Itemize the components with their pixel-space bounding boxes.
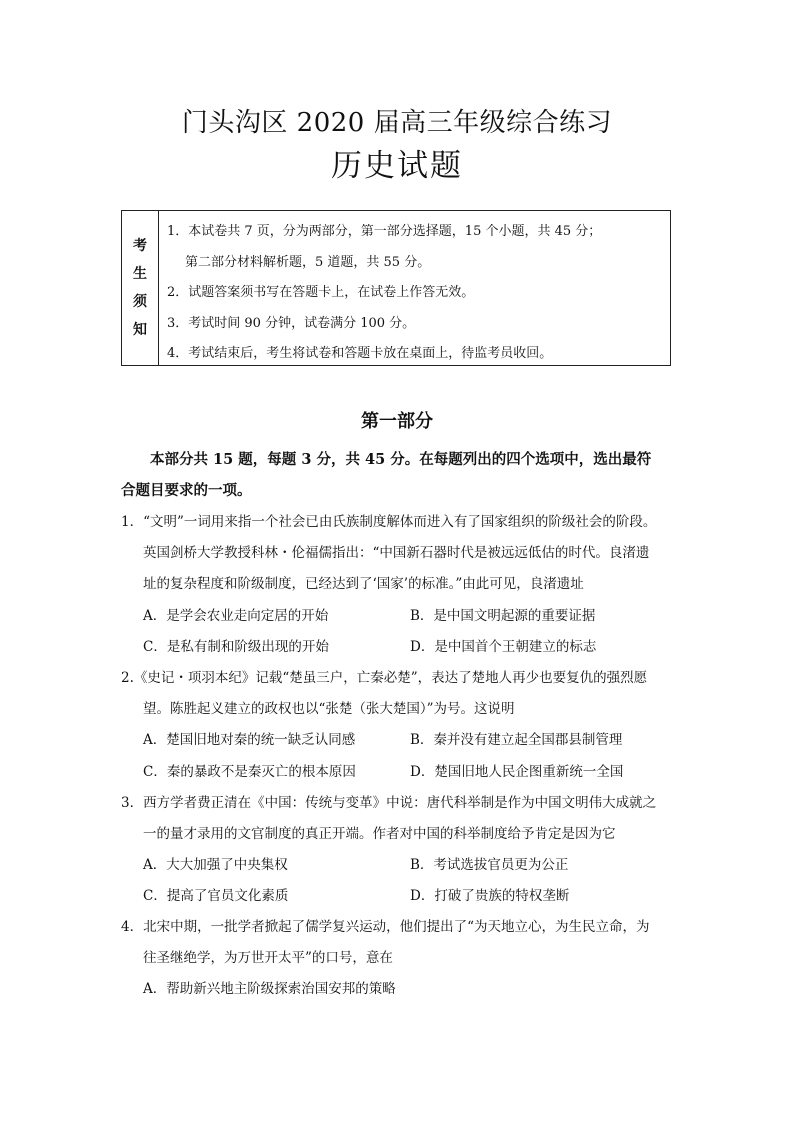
notice-label-char: 考: [133, 238, 147, 254]
question-2-option-b[interactable]: B．秦并没有建立起全国郡县制管理: [410, 732, 623, 748]
notice-item: 3．考试时间 90 分钟，试卷满分 100 分。: [167, 315, 416, 331]
question-2-option-d[interactable]: D．楚国旧地人民企图重新统一全国: [410, 764, 624, 780]
notice-label-char: 生: [133, 266, 147, 282]
section-instructions: [121, 444, 681, 506]
notice-item: 1．本试卷共 7 页，分为两部分，第一部分选择题，15 个小题，共 45 分；: [167, 224, 602, 239]
question-1-option-b[interactable]: B．是中国文明起源的重要证据: [410, 608, 596, 624]
question-1-option-a[interactable]: A．是学会农业走向定居的开始: [143, 608, 329, 624]
notice-item: 第二部分材料解析题，5 道题，共 55 分。: [185, 254, 431, 270]
question-3-stem: 一的量才录用的文官制度的真正开端。作者对中国的科举制度给予肯定是因为它: [143, 826, 616, 842]
notice-label-char: 须: [133, 294, 147, 310]
notice-label-char: 知: [133, 322, 147, 338]
question-3-option-c[interactable]: C．提高了官员文化素质: [143, 888, 289, 904]
notice-item: 2．试题答案须书写在答题卡上，在试卷上作答无效。: [167, 285, 475, 300]
question-3-option-b[interactable]: B．考试选拔官员更为公正: [410, 857, 569, 873]
section-heading: 第一部分: [361, 411, 433, 432]
subject-title: 历史试题: [331, 148, 463, 184]
question-1-option-c[interactable]: C．是私有制和阶级出现的开始: [143, 639, 329, 655]
notice-body: [159, 211, 670, 365]
question-2-option-a[interactable]: A．楚国旧地对秦的统一缺乏认同感: [143, 732, 356, 748]
notice-item: 4．考试结束后，考生将试卷和答题卡放在桌面上，待监考员收回。: [167, 346, 553, 361]
question-1-stem: 1．“文明”一词用来指一个社会已由氏族制度解体而进入有了国家组织的阶级社会的阶段。: [121, 514, 657, 530]
question-4-stem: 往圣继绝学，为万世开太平”的口号，意在: [143, 950, 393, 966]
question-3-stem: 3．西方学者费正清在《中国：传统与变革》中说：唐代科举制是作为中国文明伟大成就之: [121, 795, 657, 811]
exam-title: 门头沟区 2020 届高三年级综合练习: [181, 108, 613, 138]
question-3-option-a[interactable]: A．大大加强了中央集权: [143, 857, 288, 873]
question-2-stem: 2.《史记・项羽本纪》记载“楚虽三户，亡秦必楚”，表达了楚地人再少也要复仇的强烈愿: [121, 670, 648, 686]
question-1-stem: 址的复杂程度和阶级制度，已经达到了‘国家’的标准。”由此可见，良渚遗址: [143, 576, 584, 592]
question-2-stem: 望。陈胜起义建立的政权也以“张楚（张大楚国）”为号。这说明: [143, 701, 515, 717]
notice-label: [122, 211, 159, 365]
question-3-option-d[interactable]: D．打破了贵族的特权垄断: [410, 888, 570, 904]
question-1-stem: 英国剑桥大学教授科林・伦福儒指出：“中国新石器时代是被远远低估的时代。良渚遗: [143, 545, 650, 561]
instructions-line: 本部分共 15 题，每题 3 分，共 45 分。在每题列出的四个选项中，选出最符: [150, 451, 652, 468]
question-4-option-a[interactable]: A．帮助新兴地主阶级探索治国安邦的策略: [143, 981, 396, 997]
exam-notice-box: [121, 210, 671, 366]
question-1-option-d[interactable]: D．是中国首个王朝建立的标志: [410, 639, 597, 655]
instructions-line: 合题目要求的一项。: [121, 482, 252, 499]
question-4-stem: 4．北宋中期，一批学者掀起了儒学复兴运动，他们提出了“为天地立心，为生民立命，为: [121, 919, 650, 935]
question-2-option-c[interactable]: C．秦的暴政不是秦灭亡的根本原因: [143, 764, 356, 780]
